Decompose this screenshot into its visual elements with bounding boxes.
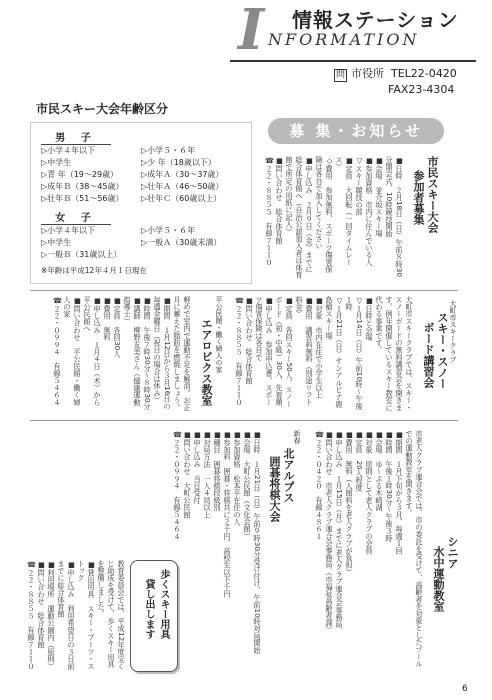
age-row	[41, 169, 241, 181]
age-row	[41, 237, 241, 249]
header-big-letter: I	[238, 0, 265, 63]
age-cell: ▷壮年Ｂ（51〜56歳）	[41, 194, 124, 203]
ski-rental-title-box	[130, 560, 178, 672]
shogi-title-2: 囲碁将棋大会	[268, 456, 281, 522]
age-cell: ▷青 年（19〜29歳）	[41, 170, 119, 179]
age-row	[41, 225, 241, 237]
contact-fax: FAX23-4304	[388, 83, 455, 96]
aerobics-body: 軽めで室内で運動不足を解消。お正月に蓄えた脂肪を燃焼しましょう。 ■期間 １月12日から３月16日の毎週金曜日（祝日の場合は休み） ■時間 午後７時30分〜８時30分 ■講師 柳野友美さん（健康運動指導士） ■定員 各回30人 ■費用 無料 ■申し込み １月４日（木）から平公民館へ ■問い合わせ 平公民館・働く婦人の家 ☎２２・０９９４ 有線５４６４	[53, 296, 192, 412]
divider	[30, 290, 458, 291]
age-row	[41, 157, 241, 169]
aerobics-title: エアロビクス教室	[200, 318, 213, 406]
shogi-title-1: 北アルプス	[282, 448, 295, 503]
contact-office: 市役所	[351, 67, 384, 80]
age-cell: ▷壮年Ｃ（60歳以上）	[141, 194, 222, 203]
snowboard-title-2: ボード講習会	[422, 322, 435, 388]
ski-meet-title-1: 市民スキー大会	[426, 156, 439, 233]
age-cell: ▷小学５・６年	[141, 226, 196, 235]
age-table	[30, 122, 252, 284]
age-row	[41, 193, 241, 205]
age-row	[41, 249, 241, 261]
male-label: 男 子	[41, 129, 111, 145]
page-number: 6	[462, 684, 468, 694]
male-rows	[41, 145, 241, 205]
snowboard-body: 大町市スキークラブでは、スキー・スノーボードの無料講習会を開きます。例年開催しているスキー教室に代わる事業です。 ■日時と会場 ▽１月14日（日）午前10時〜午後１時 ▽１月21日（日）サンアルピナ鹿島槍スキー場 ■対象 市内在住で小学生以上 ■費用 講習料無料（別途リフト料金） ■定員 各回スキー50人、スノーボード（初・中級）30人、先着順 ■申し込み 参加申込書、スポーツ傷害保険は各自で ■問い合わせ 総合体育館 ☎２２・８８５５ 有線７１１０	[235, 296, 414, 412]
contact-tel: TEL22-0420	[391, 67, 457, 80]
age-cell: ▷小学５・６年	[141, 146, 196, 155]
ski-meet-title-2: 参加者募集	[412, 170, 425, 225]
senior-pool-title-1: シニア	[446, 536, 459, 569]
office-mark-icon: 問	[335, 70, 345, 80]
page-subtitle: NFORMATION	[268, 30, 420, 49]
age-cell: ▷一般Ａ（30歳未満）	[141, 238, 222, 247]
age-cell: ▷中学生	[41, 158, 72, 167]
page-title: 情報ステーション	[292, 8, 459, 32]
contact-info	[334, 66, 457, 97]
shogi-body: ■日時 １月21日（日）午前９時30分受け付け、午前10時対局開始 ■会場 大町公民館（文化会館） ■参加資格 松本平在住の人 ■参加料 囲碁・将棋共に２千円、高校生以下千円 ■種目 囲碁将棋段級別 ■対局方法 一人４局以上 ■申し込み 当日受付 ■問い合わせ 大町公民館 ☎２２・０９９４ 有線５４６４	[173, 430, 262, 654]
age-row	[41, 181, 241, 193]
age-cell: ▷一般Ｂ（31歳以上）	[41, 250, 122, 259]
ski-rental-title-1: 歩くスキー用具	[158, 569, 169, 639]
age-cell: ▷壮年Ａ（46〜50歳）	[141, 182, 224, 191]
age-note: ※年齢は平成12年４月１日現在	[41, 266, 147, 275]
ski-rental-title-2: 貸し出します	[143, 579, 154, 639]
female-label: 女 子	[41, 209, 111, 225]
snowboard-org: 大町市スキークラブ	[449, 300, 457, 363]
age-table-title: 市民スキー大会年齢区分	[36, 102, 169, 116]
age-cell: ▷成年Ａ（30〜37歳）	[141, 170, 224, 179]
age-cell: ▷成年Ｂ（38〜45歳）	[41, 182, 124, 191]
female-rows	[41, 225, 241, 261]
divider	[30, 420, 458, 421]
senior-pool-title-2: 水中運動教室	[432, 546, 445, 612]
shogi-new-badge: 新春	[293, 430, 301, 444]
aerobics-org: 平公民館・働く婦人の家	[215, 296, 223, 373]
ski-meet-body: ■日時 ２月18日（日）午前８時30分開会式、10時競技開始 ■会場 並介坂スキー場 ■参加資格 市内に住んでいる人 ▽スキー競技の部 ■定員 大回転（一回タイムレース） ◇費用 参加無料、スポーツ傷害保険は各自で加入してください ■申し込み ２月９日（金）までに総合体育館へ（自治公認加入者は体育館で所定の用紙に記入） ■問い合わせ 総合体育館 ☎２２・８８５５ 有線７１１０	[265, 156, 404, 279]
age-cell: ▷小学４年以下	[41, 226, 96, 235]
senior-pool-body: 市老人クラブ連合会では、市の委託を受けて、高齢者を対象としたプールでの運動教室を開きます。 ■期間 １月下旬から３月、毎週１回 ■時間 午後１時30分〜午後３時 ■会場 ゆ〜ぷる木崎湖 ■対象 原則として老人クラブの会員 ■定員 20人程度 ■費用 無料（入館料を老人クラブが負担） ■申し込み １月15日（月）までに老人クラブ連合会事務局 ■問い合わせ 市老人クラブ連合会事務局（市福祉高齢者課） ☎２２・０４２０ 有線４８６１	[315, 430, 424, 668]
notice-banner: 募 集・お知らせ	[268, 118, 444, 144]
ski-rental-body: 教育委員会では、平成12年度宝くじ助成を受けて、歩くスキー用具を整備しました。 ■貸出用具 スキー・ブーツ・ストック ■申し込み 利用希望日の３日前までに総合体育館 ■利用場所 運動公園内（原則） ■問い合わせ 総合体育館 ☎２２・８８５５ 有線７１１０	[27, 560, 126, 670]
age-cell: ▷小学４年以下	[41, 146, 96, 155]
age-cell: ▷少 年（18歳以下）	[141, 158, 216, 167]
age-cell: ▷中学生	[41, 238, 72, 247]
age-row	[41, 145, 241, 157]
snowboard-title-1: スキー・スノー	[436, 312, 449, 389]
